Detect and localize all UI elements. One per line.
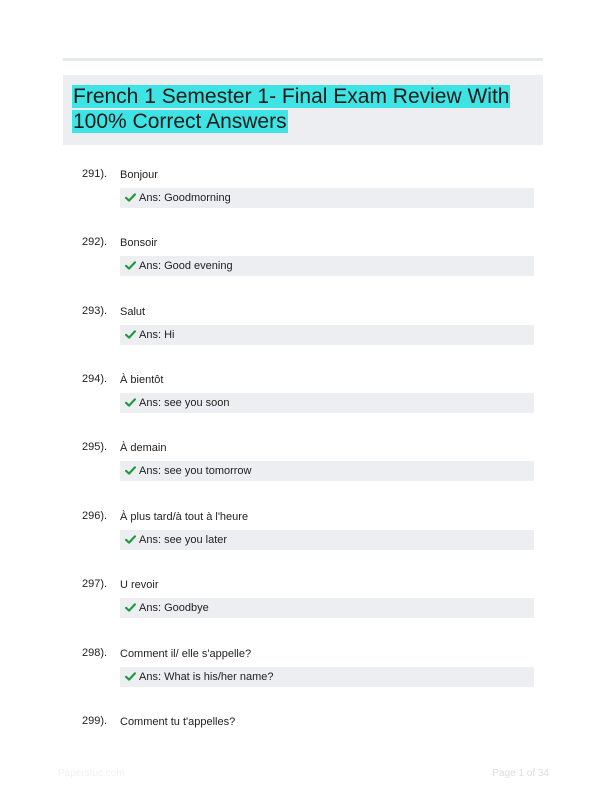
question-number: 292). <box>82 236 108 248</box>
answer-box <box>120 598 534 618</box>
question-item <box>0 441 606 509</box>
question-item <box>0 373 606 441</box>
check-icon <box>125 329 136 340</box>
question-text: Comment il/ elle s'appelle? <box>120 648 252 660</box>
page-indicator: Page 1 of 34 <box>492 768 549 779</box>
question-number: 291). <box>82 168 108 180</box>
check-icon <box>125 260 136 271</box>
check-icon <box>125 534 136 545</box>
answer-text: Ans: see you later <box>139 534 228 546</box>
question-item <box>0 168 606 236</box>
question-item <box>0 510 606 578</box>
answer-text: Ans: Good evening <box>139 260 233 272</box>
answer-text: Ans: Goodbye <box>139 602 209 614</box>
question-number: 298). <box>82 647 108 659</box>
answer-text: Ans: Goodmorning <box>139 192 231 204</box>
question-text: Comment tu t'appelles? <box>120 716 236 728</box>
footer-watermark: Paperstuc.com <box>58 768 125 779</box>
top-divider <box>63 58 543 61</box>
answer-text: Ans: What is his/her name? <box>139 671 274 683</box>
answer-text: Ans: Hi <box>139 329 175 341</box>
document-title: French 1 Semester 1- Final Exam Review With 100% Correct Answers <box>73 85 510 133</box>
answer-text: Ans: see you soon <box>139 397 230 409</box>
answer-box <box>120 530 534 550</box>
question-text: U revoir <box>120 579 159 591</box>
question-number: 293). <box>82 305 108 317</box>
question-number: 299). <box>82 715 108 727</box>
check-icon <box>125 397 136 408</box>
answer-box <box>120 667 534 687</box>
answer-box <box>120 393 534 413</box>
question-item <box>0 236 606 304</box>
question-number: 294). <box>82 373 108 385</box>
question-text: Salut <box>120 306 146 318</box>
check-icon <box>125 465 136 476</box>
answer-text: Ans: see you tomorrow <box>139 465 252 477</box>
question-item <box>0 305 606 373</box>
question-number: 297). <box>82 578 108 590</box>
check-icon <box>125 671 136 682</box>
title-banner <box>63 75 543 145</box>
question-text: Bonsoir <box>120 237 158 249</box>
check-icon <box>125 192 136 203</box>
question-text: À plus tard/à tout à l'heure <box>120 511 249 523</box>
answer-box <box>120 325 534 345</box>
question-number: 296). <box>82 510 108 522</box>
question-item <box>0 647 606 715</box>
question-text: Bonjour <box>120 169 158 181</box>
answer-box <box>120 461 534 481</box>
answer-box <box>120 256 534 276</box>
question-item <box>0 578 606 646</box>
question-number: 295). <box>82 441 108 453</box>
question-text: À bientôt <box>120 374 164 386</box>
question-text: À demain <box>120 442 167 454</box>
check-icon <box>125 602 136 613</box>
answer-box <box>120 188 534 208</box>
